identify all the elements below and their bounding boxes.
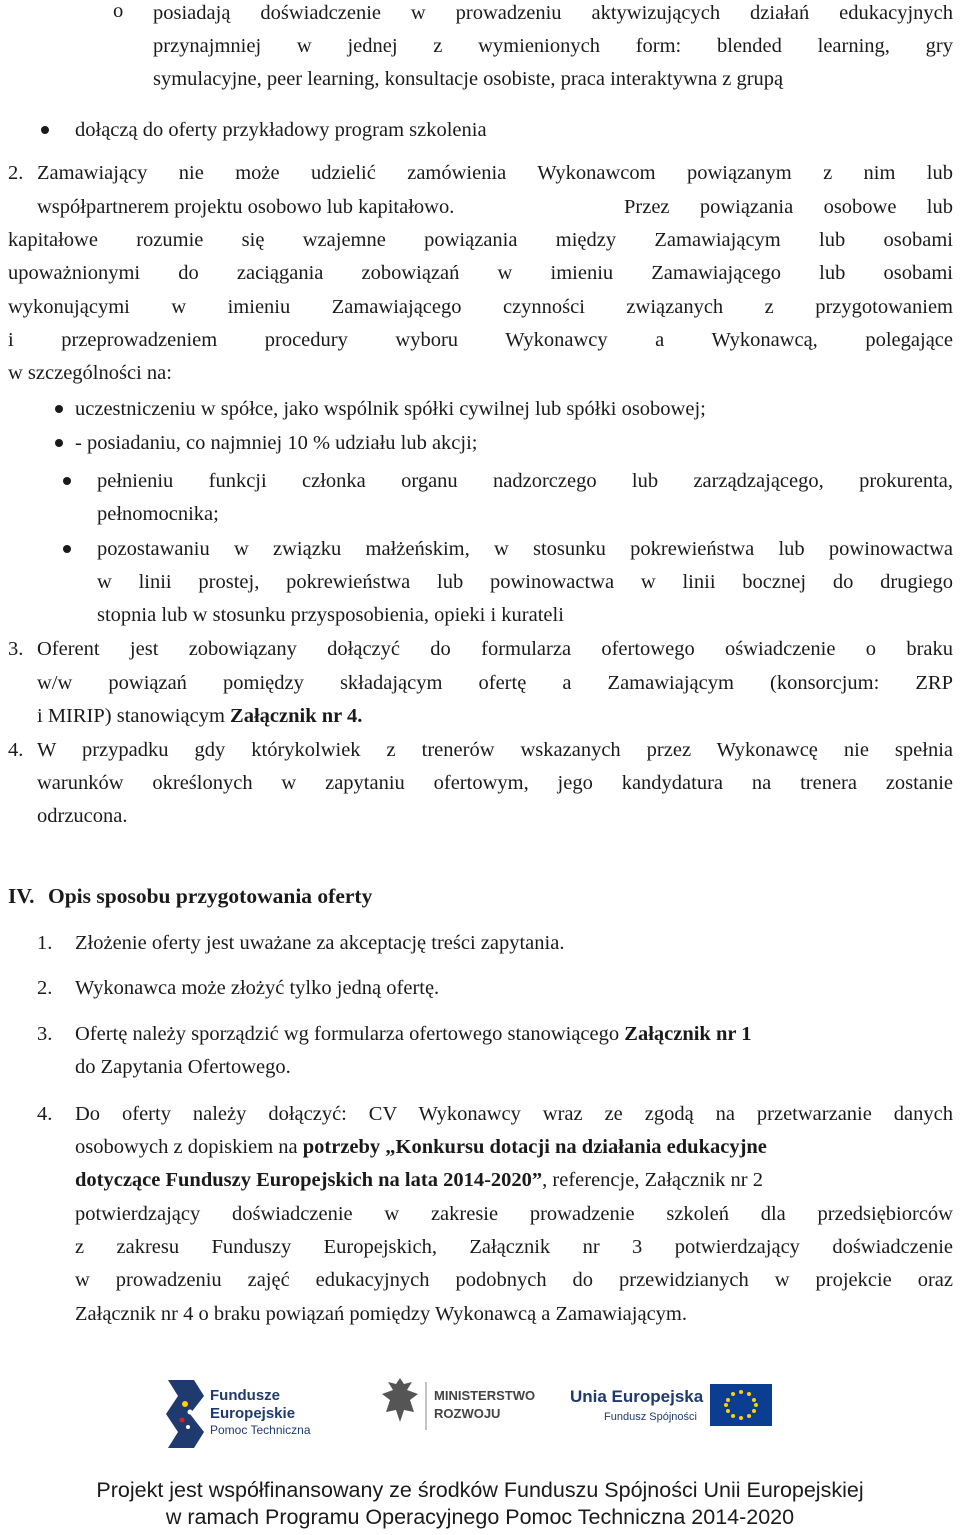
item-number: 4.	[37, 1103, 53, 1125]
item2-line: współpartnerem projektu osobowo lub kapitałowo.	[37, 196, 455, 218]
ue-line1: Unia Europejska	[570, 1387, 704, 1406]
item-number: 2.	[8, 162, 24, 184]
item2-line: Zamawiający nie może udzielić zamówienia Wykonawcom powiązanym z nim lub	[37, 162, 953, 184]
unia-europejska-logo	[570, 1384, 772, 1426]
bullet-text: uczestniczeniu w spółce, jako wspólnik spółki cywilnej lub spółki osobowej;	[75, 398, 706, 420]
min-line2: ROZWOJU	[434, 1406, 501, 1421]
bullet-text: dołączą do oferty przykładowy program szkolenia	[75, 119, 487, 141]
section-item-text: do Zapytania Ofertowego.	[75, 1056, 291, 1078]
item3-line: Oferent jest zobowiązany dołączyć do formularza ofertowego oświadczenie o braku	[37, 638, 953, 660]
bullet-icon	[41, 126, 49, 134]
item-number: 2.	[37, 977, 53, 999]
section-item-text: z zakresu Funduszy Europejskich, Załącznik nr 3 potwierdzający doświadczenie	[75, 1236, 953, 1258]
bullet-text: pozostawaniu w związku małżeńskim, w stosunku pokrewieństwa lub powinowactwa	[97, 538, 953, 560]
item4-line: warunków określonych w zapytaniu ofertowym, jego kandydatura na trenera zostanie	[37, 772, 953, 794]
section-title: Opis sposobu przygotowania oferty	[48, 884, 373, 908]
item2-line: kapitałowe rozumie się wzajemne powiązania między Zamawiającym lub osobami	[8, 229, 953, 251]
section-item-text-part: Ofertę należy sporządzić wg formularza ofertowego stanowiącego	[75, 1023, 625, 1045]
bullet-text: stopnia lub w stosunku przysposobienia, opieki i kurateli	[97, 604, 564, 626]
list-marker-o: o	[113, 0, 124, 22]
fundusze-europejskie-logo	[166, 1380, 311, 1448]
section-item-text	[75, 1168, 763, 1192]
item-number: 4.	[8, 739, 24, 761]
item2-line: i przeprowadzeniem procedury wyboru Wykonawcy a Wykonawcą, polegające	[8, 329, 953, 351]
item-number: 1.	[37, 932, 53, 954]
bullet-text: - posiadaniu, co najmniej 10 % udziału lub akcji;	[75, 432, 478, 454]
contest-name: dotyczące Funduszy Europejskich na lata 2014-2020”	[75, 1169, 543, 1191]
section-item-text: potwierdzający doświadczenie w zakresie prowadzenie szkoleń dla przedsiębiorców	[75, 1203, 953, 1225]
min-line1: MINISTERSTWO	[434, 1388, 536, 1403]
section-item-text: Wykonawca może złożyć tylko jedną ofertę.	[75, 977, 440, 999]
item4-line: odrzucona.	[37, 805, 128, 827]
fe-line2: Europejskie	[210, 1405, 296, 1422]
attachment-ref: Załącznik nr 1	[624, 1023, 752, 1045]
fe-line1: Fundusze	[210, 1387, 280, 1404]
list-o-line: przynajmniej w jednej z wymienionych form: blended learning, gry	[153, 35, 953, 57]
section-item-text: Do oferty należy dołączyć: CV Wykonawcy wraz ze zgodą na przetwarzanie danych	[75, 1103, 953, 1125]
section-item-text	[75, 1135, 767, 1159]
section-item-text-part: , referencje, Załącznik nr 2	[542, 1169, 763, 1191]
fe-line3: Pomoc Techniczna	[210, 1423, 311, 1437]
bullet-text: pełnieniu funkcji członka organu nadzorczego lub zarządzającego, prokurenta,	[97, 470, 953, 492]
bullet-icon	[55, 439, 63, 447]
item2-line: upoważnionymi do zaciągania zobowiązań w imieniu Zamawiającego lub osobami	[8, 262, 953, 284]
item2-line: w szczególności na:	[8, 362, 172, 384]
ue-line2: Fundusz Spójności	[604, 1411, 697, 1423]
item-number: 3.	[8, 638, 24, 660]
item3-attachment-ref: Załącznik nr 4.	[230, 705, 363, 727]
section-item-text-part: osobowych z dopiskiem na	[75, 1136, 303, 1158]
section-item-text: Złożenie oferty jest uważane za akceptację treści zapytania.	[75, 932, 565, 954]
item3-text: i MIRIP) stanowiącym	[37, 705, 231, 727]
item2-line: wykonującymi w imieniu Zamawiającego czynności związanych z przygotowaniem	[8, 296, 953, 318]
item-number: 3.	[37, 1023, 53, 1045]
list-o-line: symulacyjne, peer learning, konsultacje osobiste, praca interaktywna z grupą	[153, 68, 784, 90]
item2-line: Przez powiązania osobowe lub	[624, 196, 953, 218]
bullet-icon	[63, 477, 71, 485]
bullet-icon	[63, 545, 71, 553]
section-item-text	[75, 1022, 751, 1046]
bullet-text: pełnomocnika;	[97, 503, 219, 525]
section-item-text: Załącznik nr 4 o braku powiązań pomiędzy Wykonawcą a Zamawiającym.	[75, 1303, 687, 1325]
logo-bar	[0, 1370, 960, 1460]
section-item-text: w prowadzeniu zajęć edukacyjnych podobnych do przewidzianych w projekcie oraz	[75, 1269, 953, 1291]
footer-line: Projekt jest współfinansowany ze środków Funduszu Spójności Unii Europejskiej	[96, 1478, 864, 1502]
item3-line	[37, 704, 362, 728]
list-o-line: posiadają doświadczenie w prowadzeniu aktywizujących działań edukacyjnych	[153, 2, 953, 24]
logo-bar-graphic	[0, 1370, 960, 1460]
footer-line: w ramach Programu Operacyjnego Pomoc Techniczna 2014-2020	[165, 1505, 795, 1529]
item3-line: w/w powiązań pomiędzy składającym ofertę a Zamawiającym (konsorcjum: ZRP	[37, 672, 953, 694]
item4-line: W przypadku gdy którykolwiek z trenerów wskazanych przez Wykonawcę nie spełnia	[37, 739, 953, 761]
bullet-text: w linii prostej, pokrewieństwa lub powinowactwa w linii bocznej do drugiego	[97, 571, 953, 593]
bullet-icon	[55, 405, 63, 413]
ministerstwo-logo	[382, 1378, 535, 1430]
section-number: IV.	[8, 884, 35, 908]
contest-name: potrzeby „Konkursu dotacji na działania edukacyjne	[302, 1136, 767, 1158]
